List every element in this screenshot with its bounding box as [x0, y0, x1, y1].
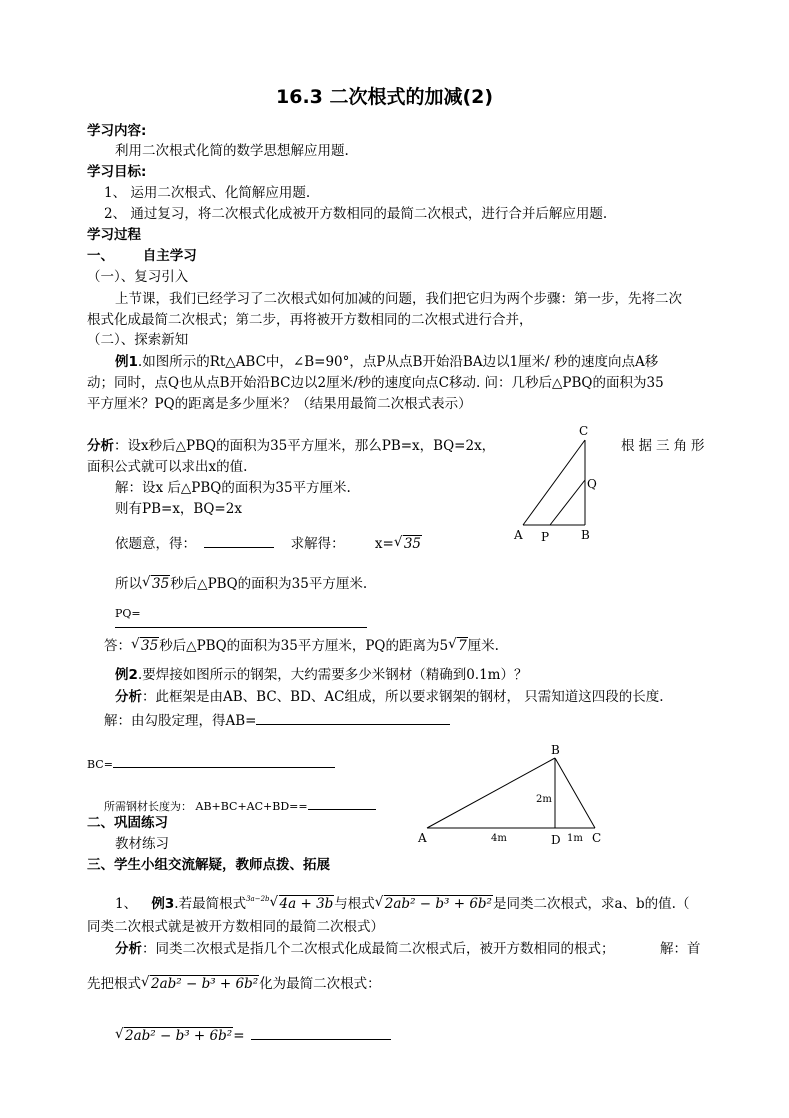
- solution-3-text-a: 依题意，得：: [115, 536, 196, 552]
- sqrt-35-c: √ 35: [131, 636, 159, 654]
- example-2-total: [104, 795, 376, 816]
- fig1-label-c: C: [579, 424, 589, 438]
- answer-text-c: 厘米.: [467, 638, 499, 654]
- fig2-dc-label: 1m: [567, 833, 583, 844]
- fig2-ad-label: 4m: [491, 833, 507, 844]
- fig2-height-label: 2m: [536, 794, 552, 805]
- analysis-label: 分析: [87, 438, 114, 454]
- solution-3-text-b: 求解得：: [290, 536, 345, 552]
- bc-blank: [113, 753, 335, 768]
- example-1-label: 例1: [115, 354, 138, 370]
- example-3-root-index: 3a−2b: [246, 895, 270, 903]
- example-3-line-1: [115, 890, 689, 913]
- example-3-solution-2: [87, 975, 381, 993]
- example-3-analysis-text: ：同类二次根式是指几个二次根式化成最简二次根式后，被开方数相同的根式；: [142, 941, 615, 957]
- example-2-analysis-label: 分析: [115, 689, 142, 705]
- example-1-solution-2: 则有PB=x，BQ=2x: [115, 501, 242, 517]
- review-line-2: 根式化成最简二次根式；第二步，再将被开方数相同的二次根式进行合并，: [87, 312, 533, 328]
- fig2-side-ab: [427, 758, 555, 828]
- example-3-analysis-label: 分析: [115, 941, 142, 957]
- example-2-text: .要焊接如图所示的钢架，大约需要多少米钢材（精确到0.1m）？: [137, 667, 528, 683]
- review-line-1: 上节课，我们已经学习了二次根式如何加减的问题，我们把它归为两个步骤：第一步，先将二次: [115, 291, 682, 307]
- example-2-analysis-text: ：此框架是由AB、BC、BD、AC组成，所以要求钢架的钢材， 只需知道这四段的长度.: [142, 689, 664, 705]
- example-3-label: 例3: [151, 896, 175, 912]
- process-heading: 学习过程: [87, 227, 141, 243]
- example-2-bc: [87, 753, 335, 774]
- example-1-solution-3: [115, 533, 422, 553]
- fig2-label-a: A: [418, 831, 427, 845]
- fig2-side-bc: [555, 758, 595, 828]
- sqrt-35-b: √ 35: [142, 574, 170, 592]
- goal-1: 1、 运用二次根式、化简解应用题.: [104, 185, 311, 201]
- example-3-text-c: 是同类二次根式，求a、b的值.（: [492, 896, 690, 912]
- example-3-line-2: 同类二次根式就是被开方数相同的最简二次根式）: [87, 919, 384, 935]
- fig1-segment-pq: [550, 480, 585, 525]
- example-3-number: 1、: [115, 896, 138, 912]
- example-1-text: .如图所示的Rt△ABC中，∠B=90°，点P从点B开始沿BA边以1厘米/ 秒的速度向点A移: [137, 354, 659, 370]
- sqrt-expression-3: √ 2ab² − b³ + 6b²: [115, 1026, 233, 1044]
- content-text: 利用二次根式化简的数学思想解应用题.: [115, 143, 349, 159]
- answer-blank: [204, 533, 274, 548]
- example-3-equation: [115, 1017, 391, 1045]
- example-2-solution-1: [104, 710, 450, 730]
- equation-equals: =: [233, 1028, 245, 1044]
- example-3-text-b: 与根式: [334, 896, 375, 912]
- fig1-label-q: Q: [587, 477, 597, 491]
- example-2-analysis: [115, 688, 664, 706]
- ab-blank: [256, 710, 450, 725]
- section2-text: 教材练习: [115, 836, 169, 852]
- fig1-label-a: A: [514, 528, 523, 542]
- total-blank: [308, 795, 376, 810]
- explore-heading: （二）、探索新知: [87, 332, 189, 348]
- solution-2-text-a: 先把根式: [87, 976, 141, 992]
- example-1-analysis-right: 根据三角形: [621, 438, 709, 454]
- sqrt-expression-2: √ 2ab² − b³ + 6b²: [141, 974, 259, 992]
- example-2-line-1: [115, 666, 527, 684]
- sqrt-7: √ 7: [448, 636, 467, 654]
- example-1-pq: [115, 605, 141, 623]
- fig2-label-b: B: [551, 743, 560, 757]
- triangle-figure-1: [505, 420, 615, 545]
- section2-heading: 二、巩固练习: [87, 815, 168, 831]
- root-4a-3b: √ 4a + 3b: [269, 894, 334, 912]
- example-2-label: 例2: [115, 667, 138, 683]
- solution-4-text-a: 所以: [115, 576, 142, 592]
- fig1-label-p: P: [541, 530, 550, 544]
- example-1-line-1: [115, 353, 658, 371]
- example-3-solution-start: 解：首: [660, 941, 701, 957]
- example-1-analysis-line-1: [87, 437, 495, 455]
- total-label: 所需钢材长度为： AB+BC+AC+BD==: [104, 800, 308, 813]
- example-3-analysis: [115, 940, 615, 958]
- example-1-solution-1: 解：设x 后△PBQ的面积为35平方厘米.: [115, 480, 351, 496]
- equation-blank: [251, 1017, 391, 1040]
- pq-label: PQ=: [115, 607, 141, 620]
- solution-3-x: x=: [374, 536, 394, 552]
- fig1-side-ac: [523, 440, 585, 525]
- section1-heading: 一、 自主学习: [87, 248, 197, 264]
- review-heading: （一）、复习引入: [87, 269, 189, 285]
- sqrt-35: √ 35: [393, 534, 422, 552]
- example-1-line-3: 平方厘米？PQ的距离是多少厘米？（结果用最简二次根式表示）: [87, 396, 472, 412]
- example-1-solution-4: [115, 575, 367, 593]
- ab-label: 解：由勾股定理，得AB=: [104, 713, 257, 729]
- solution-4-text-b: 秒后△PBQ的面积为35平方厘米.: [170, 576, 368, 592]
- fig2-label-d: D: [551, 833, 561, 847]
- example-1-analysis-line-2: 面积公式就可以求出x的值.: [87, 459, 248, 475]
- fig1-label-b: B: [581, 528, 590, 542]
- solution-2-text-b: 化为最简二次根式：: [259, 976, 381, 992]
- example-1-answer: [104, 637, 499, 655]
- pq-blank-line: [115, 627, 367, 628]
- answer-text-b: 秒后△PBQ的面积为35平方厘米，PQ的距离为5: [159, 638, 449, 654]
- sqrt-expression-1: √ 2ab² − b³ + 6b²: [374, 894, 492, 912]
- section3-heading: 三、学生小组交流解疑，教师点拨、拓展: [87, 857, 330, 873]
- triangle-figure-2: [415, 740, 610, 850]
- example-3-text-a: .若最简根式: [174, 896, 247, 912]
- bc-label: BC=: [87, 758, 113, 771]
- fig2-label-c: C: [592, 831, 602, 845]
- answer-text-a: 答：: [104, 638, 131, 654]
- goal-2: 2、 通过复习，将二次根式化成被开方数相同的最简二次根式，进行合并后解应用题.: [104, 206, 608, 222]
- content-heading: 学习内容:: [87, 123, 147, 139]
- analysis-text: ：设x秒后△PBQ的面积为35平方厘米，那么PB=x，BQ=2x，: [114, 438, 496, 454]
- example-1-line-2: 动；同时，点Q也从点B开始沿BC边以2厘米/秒的速度向点C移动. 问：几秒后△PBQ的面积为35: [87, 375, 664, 391]
- page-title: 16.3 二次根式的加减(2): [276, 86, 494, 108]
- goals-heading: 学习目标:: [87, 164, 147, 180]
